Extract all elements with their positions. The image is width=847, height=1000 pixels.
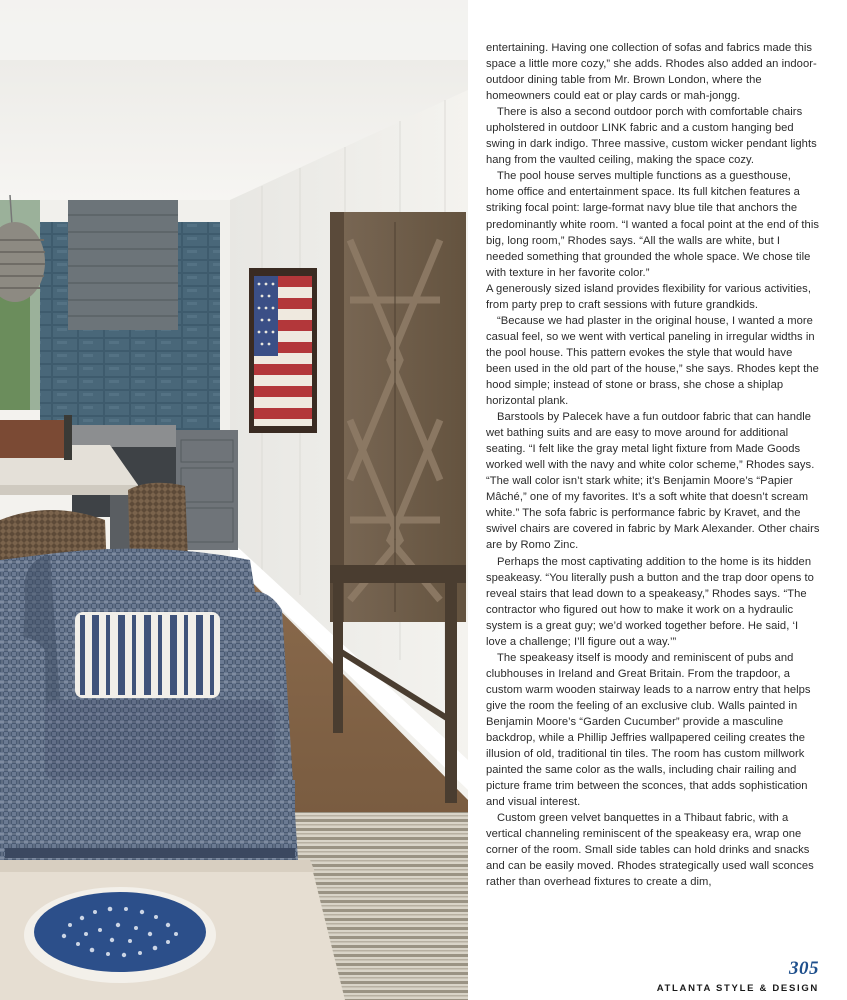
article-paragraph: The pool house serves multiple functions as a guesthouse, home office and entertainment space. Its full kitchen features a striking focal point: large-format navy blue tile that anchors the predominantly white room. “I wanted a focal point at the end of this big, long room,” Rhodes says. “All the walls are white, but I needed something that grounded the whole space. We chose tile with texture in her favorite color.” [486,170,819,279]
article-paragraph: Custom green velvet banquettes in a Thibaut fabric, with a vertical channeling reminiscent of the speakeasy era, wrap one corner of the room. Small side tables can hold drinks and snacks and can be easily moved. Rhodes strategically used wall sconces rather than overhead fixtures to create a dim, [486,812,814,889]
article-paragraph: A generously sized island provides flexibility for various activities, from party prep to craft sessions with future grandkids. [486,282,811,311]
article-paragraph: Perhaps the most captivating addition to the home is its hidden speakeasy. “You literally push a button and the trap door opens to reveal stairs that lead down to a speakeasy,” Rhodes says. “The contractor who figured out how to make it work on a hydraulic system is a great guy; we’d worked together before. He said, ‘I love a challenge; I’ll figure out a way.’” [486,555,814,648]
article-paragraph: The speakeasy itself is moody and reminiscent of pubs and clubhouses in Ireland and Great Britain. From the trapdoor, a custom warm wooden stairway leads to a narrow entry that helps give the room the feeling of an exclusive club. Walls painted in Benjamin Moore’s “Garden Cucumber” provide a masculine backdrop, while a Phillip Jeffries wallpapered ceiling creates the illusion of old, traditional tin tiles. The room has custom millwork painted the same color as the walls, including chair railing and picture frame trim between the sconces, that adds sophistication and visual interest. [486,651,811,809]
page-number: 305 [789,958,819,979]
magazine-name: ATLANTA STYLE & DESIGN [656,983,819,994]
article-paragraph: entertaining. Having one collection of sofas and fabrics made this space a little more cozy,” she adds. Rhodes also added an indoor-outdoor dining table from Mr. Brown London, where the homeowners could eat or play cards or mah-jongg. [486,42,817,103]
article-body [486,40,820,890]
article-paragraph: There is also a second outdoor porch with comfortable chairs upholstered in outdoor LINK fabric and a custom hanging bed swing in dark indigo. Three massive, custom wicker pendant lights hang from the vaulted ceiling, making the space cozy. [486,106,817,167]
article-paragraph: “Because we had plaster in the original house, I wanted a more casual feel, so we went with vertical paneling in irregular widths in the pool house. This pattern evokes the style that would have been used in the old part of the house,” she says. Rhodes kept the hood simple; instead of stone or brass, she chose a shiplap horizontal plank. [486,314,819,408]
article-paragraph: Barstools by Palecek have a fun outdoor fabric that can handle wet bathing suits and are easy to move around for additional seating. “I felt like the gray metal light fixture from Made Goods worked well with the navy and white color scheme,” Rhodes says. “The wall color isn’t stark white; it’s Benjamin Moore’s “Papier Mâché,” one of my favorites. It’s a soft white that doesn’t scream white.” The sofa fabric is performance fabric by Kravet, and the swivel chairs are covered in fabric by Mark Alexander. Other chairs are by Romo Zinc. [486,411,820,552]
